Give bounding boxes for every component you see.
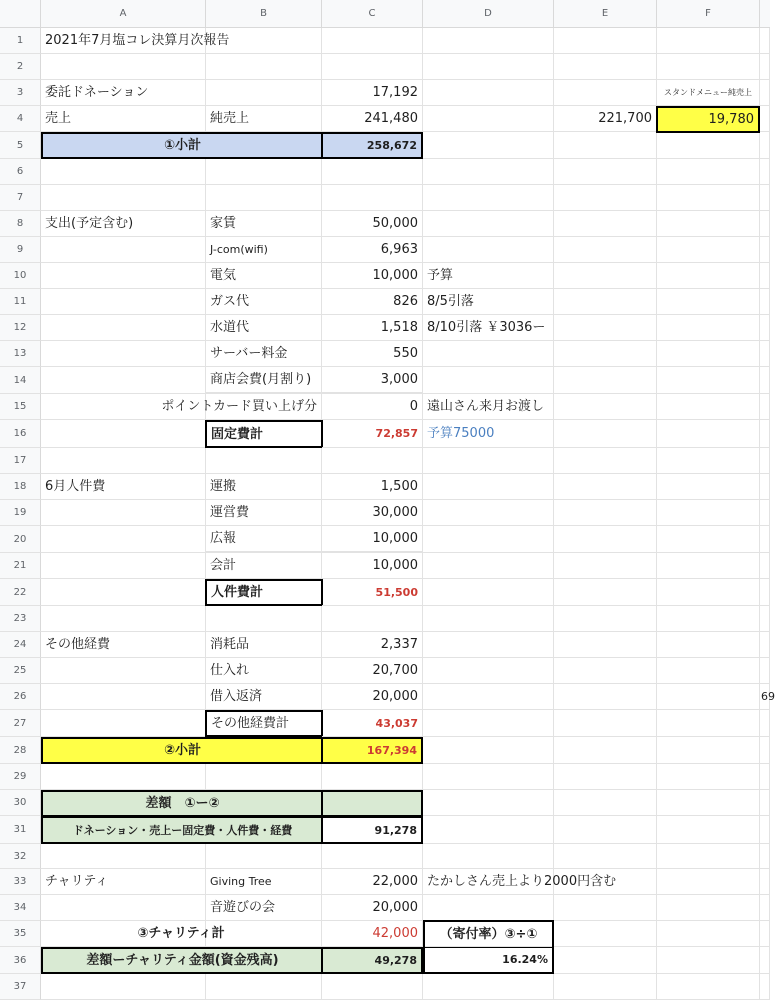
cell-c26[interactable]: 20,000 bbox=[322, 684, 423, 710]
empty-cell[interactable] bbox=[657, 185, 760, 211]
cell-b20[interactable]: 広報 bbox=[206, 526, 322, 552]
empty-cell[interactable] bbox=[760, 394, 770, 420]
row-header[interactable]: 11 bbox=[0, 289, 41, 315]
empty-cell[interactable] bbox=[423, 132, 554, 159]
empty-cell[interactable] bbox=[657, 526, 760, 553]
column-header-c[interactable]: C bbox=[322, 0, 423, 28]
row-header[interactable]: 27 bbox=[0, 710, 41, 737]
row-header[interactable]: 13 bbox=[0, 341, 41, 367]
empty-cell[interactable] bbox=[657, 28, 760, 54]
empty-cell[interactable] bbox=[41, 500, 206, 526]
empty-cell[interactable] bbox=[554, 289, 657, 315]
empty-cell[interactable] bbox=[423, 974, 554, 1000]
empty-cell[interactable] bbox=[657, 947, 760, 974]
empty-cell[interactable] bbox=[657, 737, 760, 764]
empty-cell[interactable] bbox=[423, 606, 554, 632]
empty-cell[interactable] bbox=[423, 237, 554, 263]
empty-cell[interactable] bbox=[760, 947, 770, 974]
cell-a3[interactable]: 委託ドネーション bbox=[41, 80, 206, 106]
empty-cell[interactable] bbox=[322, 28, 423, 54]
empty-cell[interactable] bbox=[206, 54, 322, 80]
empty-cell[interactable] bbox=[760, 844, 770, 869]
empty-cell[interactable] bbox=[657, 684, 760, 710]
cell-b16-fixed-cost-total[interactable]: 固定費計 bbox=[205, 420, 323, 448]
cell-a1-report-title[interactable]: 2021年7月塩コレ決算月次報告 bbox=[41, 28, 206, 54]
empty-cell[interactable] bbox=[423, 526, 554, 553]
cell-b18[interactable]: 運搬 bbox=[206, 474, 322, 500]
row-header[interactable]: 33 bbox=[0, 869, 41, 895]
empty-cell[interactable] bbox=[760, 341, 770, 367]
empty-cell[interactable] bbox=[760, 526, 770, 553]
empty-cell[interactable] bbox=[41, 684, 206, 710]
empty-cell[interactable] bbox=[423, 710, 554, 737]
cell-c5[interactable]: 258,672 bbox=[321, 132, 423, 159]
empty-cell[interactable] bbox=[760, 974, 770, 1000]
cell-d11[interactable]: 8/5引落 bbox=[423, 289, 554, 315]
empty-cell[interactable] bbox=[760, 106, 770, 132]
row-header[interactable]: 36 bbox=[0, 947, 41, 974]
cell-d36-donation-rate[interactable]: 16.24% bbox=[423, 947, 554, 974]
empty-cell[interactable] bbox=[41, 553, 206, 579]
column-header-e[interactable]: E bbox=[554, 0, 657, 28]
cell-d10[interactable]: 予算 bbox=[423, 263, 554, 289]
cell-a4[interactable]: 売上 bbox=[41, 106, 206, 132]
cell-d12[interactable]: 8/10引落 ￥3036ー bbox=[423, 315, 554, 341]
empty-cell[interactable] bbox=[657, 816, 760, 844]
cell-b11[interactable]: ガス代 bbox=[206, 289, 322, 315]
empty-cell[interactable] bbox=[206, 448, 322, 474]
empty-cell[interactable] bbox=[322, 185, 423, 211]
row-header[interactable]: 18 bbox=[0, 474, 41, 500]
empty-cell[interactable] bbox=[41, 895, 206, 921]
empty-cell[interactable] bbox=[423, 474, 554, 500]
cell-b25[interactable]: 仕入れ bbox=[206, 658, 322, 684]
empty-cell[interactable] bbox=[554, 606, 657, 632]
row-header[interactable]: 24 bbox=[0, 632, 41, 658]
row-header[interactable]: 15 bbox=[0, 394, 41, 420]
row-header[interactable]: 20 bbox=[0, 526, 41, 553]
row-header[interactable]: 35 bbox=[0, 921, 41, 947]
empty-cell[interactable] bbox=[423, 367, 554, 394]
empty-cell[interactable] bbox=[554, 500, 657, 526]
empty-cell[interactable] bbox=[657, 606, 760, 632]
empty-cell[interactable] bbox=[657, 658, 760, 684]
empty-cell[interactable] bbox=[554, 132, 657, 159]
empty-cell[interactable] bbox=[760, 764, 770, 790]
empty-cell[interactable] bbox=[760, 606, 770, 632]
empty-cell[interactable] bbox=[554, 895, 657, 921]
empty-cell[interactable] bbox=[423, 579, 554, 606]
row-header[interactable]: 31 bbox=[0, 816, 41, 844]
row-header[interactable]: 19 bbox=[0, 500, 41, 526]
empty-cell[interactable] bbox=[41, 367, 206, 394]
cell-b22-labor-total[interactable]: 人件費計 bbox=[205, 579, 323, 606]
empty-cell[interactable] bbox=[423, 764, 554, 790]
empty-cell[interactable] bbox=[760, 816, 770, 844]
empty-cell[interactable] bbox=[41, 579, 206, 606]
empty-cell[interactable] bbox=[760, 211, 770, 237]
empty-cell[interactable] bbox=[554, 526, 657, 553]
empty-cell[interactable] bbox=[657, 790, 760, 816]
row-header[interactable]: 22 bbox=[0, 579, 41, 606]
empty-cell[interactable] bbox=[41, 159, 206, 185]
empty-cell[interactable] bbox=[760, 579, 770, 606]
empty-cell[interactable] bbox=[760, 132, 770, 159]
row-header[interactable]: 12 bbox=[0, 315, 41, 341]
cell-c11[interactable]: 826 bbox=[322, 289, 423, 315]
empty-cell[interactable] bbox=[206, 185, 322, 211]
empty-cell[interactable] bbox=[554, 28, 657, 54]
cell-c13[interactable]: 550 bbox=[322, 341, 423, 367]
row-header[interactable]: 37 bbox=[0, 974, 41, 1000]
row-header[interactable]: 1 bbox=[0, 28, 41, 54]
empty-cell[interactable] bbox=[41, 658, 206, 684]
empty-cell[interactable] bbox=[423, 54, 554, 80]
cell-a18[interactable]: 6月人件費 bbox=[41, 474, 206, 500]
empty-cell[interactable] bbox=[657, 394, 760, 420]
empty-cell[interactable] bbox=[41, 185, 206, 211]
empty-cell[interactable] bbox=[554, 790, 657, 816]
cell-b24[interactable]: 消耗品 bbox=[206, 632, 322, 658]
empty-cell[interactable] bbox=[41, 54, 206, 80]
empty-cell[interactable] bbox=[657, 263, 760, 289]
empty-cell[interactable] bbox=[760, 921, 770, 947]
empty-cell[interactable] bbox=[554, 710, 657, 737]
cell-c10[interactable]: 10,000 bbox=[322, 263, 423, 289]
empty-cell[interactable] bbox=[206, 80, 322, 106]
empty-cell[interactable] bbox=[760, 185, 770, 211]
empty-cell[interactable] bbox=[657, 869, 760, 895]
cell-b34[interactable]: 音遊びの会 bbox=[206, 895, 322, 921]
empty-cell[interactable] bbox=[322, 974, 423, 1000]
row-header[interactable]: 3 bbox=[0, 80, 41, 106]
cell-c14[interactable]: 3,000 bbox=[322, 367, 423, 393]
empty-cell[interactable] bbox=[554, 185, 657, 211]
cell-e4[interactable]: 221,700 bbox=[554, 106, 657, 132]
empty-cell[interactable] bbox=[322, 448, 423, 474]
cell-d16[interactable]: 予算75000 bbox=[423, 420, 554, 448]
row-header[interactable]: 2 bbox=[0, 54, 41, 80]
column-header-d[interactable]: D bbox=[423, 0, 554, 28]
empty-cell[interactable] bbox=[423, 80, 554, 106]
cell-b33[interactable]: Giving Tree bbox=[206, 869, 322, 895]
empty-cell[interactable] bbox=[423, 159, 554, 185]
empty-cell[interactable] bbox=[554, 579, 657, 606]
cell-d33[interactable]: たかしさん売上より2000円含む bbox=[423, 869, 554, 895]
empty-cell[interactable] bbox=[554, 80, 657, 106]
empty-cell[interactable] bbox=[423, 500, 554, 526]
empty-cell[interactable] bbox=[657, 500, 760, 526]
empty-cell[interactable] bbox=[657, 289, 760, 315]
empty-cell[interactable] bbox=[657, 237, 760, 263]
empty-cell[interactable] bbox=[41, 289, 206, 315]
cell-c25[interactable]: 20,700 bbox=[322, 658, 423, 684]
cell-a35-charity-total[interactable]: ③チャリティ計 bbox=[41, 921, 322, 947]
cell-c3[interactable]: 17,192 bbox=[322, 80, 423, 106]
cell-a30-difference[interactable]: 差額 ①ー② bbox=[41, 790, 322, 817]
empty-cell[interactable] bbox=[554, 367, 657, 394]
empty-cell[interactable] bbox=[554, 474, 657, 500]
empty-cell[interactable] bbox=[554, 684, 657, 710]
empty-cell[interactable] bbox=[657, 420, 760, 448]
empty-cell[interactable] bbox=[554, 54, 657, 80]
empty-cell[interactable] bbox=[41, 526, 206, 553]
empty-cell[interactable] bbox=[657, 844, 760, 869]
cell-b4[interactable]: 純売上 bbox=[206, 106, 322, 132]
empty-cell[interactable] bbox=[423, 816, 554, 844]
empty-cell[interactable] bbox=[554, 632, 657, 658]
empty-cell[interactable] bbox=[657, 579, 760, 606]
empty-cell[interactable] bbox=[657, 474, 760, 500]
empty-cell[interactable] bbox=[423, 106, 554, 132]
empty-cell[interactable] bbox=[554, 816, 657, 844]
cell-c33[interactable]: 22,000 bbox=[322, 869, 423, 895]
empty-cell[interactable] bbox=[554, 263, 657, 289]
cell-d15[interactable]: 遠山さん来月お渡し bbox=[423, 394, 554, 420]
empty-cell[interactable] bbox=[554, 764, 657, 790]
row-header[interactable]: 32 bbox=[0, 844, 41, 869]
cell-c15[interactable]: 0 bbox=[322, 394, 423, 420]
empty-cell[interactable] bbox=[760, 869, 770, 895]
cell-c16[interactable]: 72,857 bbox=[322, 420, 423, 448]
empty-cell[interactable] bbox=[322, 159, 423, 185]
row-header[interactable]: 14 bbox=[0, 367, 41, 394]
empty-cell[interactable] bbox=[657, 632, 760, 658]
empty-cell[interactable] bbox=[657, 553, 760, 579]
empty-cell[interactable] bbox=[41, 263, 206, 289]
empty-cell[interactable] bbox=[657, 211, 760, 237]
empty-cell[interactable] bbox=[322, 54, 423, 80]
empty-cell[interactable] bbox=[423, 684, 554, 710]
empty-cell[interactable] bbox=[554, 315, 657, 341]
cell-c18[interactable]: 1,500 bbox=[322, 474, 423, 500]
empty-cell[interactable] bbox=[41, 420, 206, 448]
row-header[interactable]: 10 bbox=[0, 263, 41, 289]
empty-cell[interactable] bbox=[423, 553, 554, 579]
empty-cell[interactable] bbox=[760, 474, 770, 500]
empty-cell[interactable] bbox=[657, 159, 760, 185]
cell-a31[interactable]: ドネーション・売上ー固定費・人件費・経費 bbox=[41, 816, 322, 844]
empty-cell[interactable] bbox=[423, 448, 554, 474]
cell-a24[interactable]: その他経費 bbox=[41, 632, 206, 658]
empty-cell[interactable] bbox=[760, 500, 770, 526]
cell-b8[interactable]: 家賃 bbox=[206, 211, 322, 237]
empty-cell[interactable] bbox=[206, 159, 322, 185]
empty-cell[interactable] bbox=[554, 553, 657, 579]
row-header[interactable]: 5 bbox=[0, 132, 41, 159]
cell-c24[interactable]: 2,337 bbox=[322, 632, 423, 658]
cell-a8[interactable]: 支出(予定含む) bbox=[41, 211, 206, 237]
cell-c34[interactable]: 20,000 bbox=[322, 895, 423, 921]
cell-c12[interactable]: 1,518 bbox=[322, 315, 423, 341]
cell-c36[interactable]: 49,278 bbox=[321, 947, 423, 974]
cell-a28-subtotal-2[interactable]: ②小計 bbox=[41, 737, 322, 764]
cell-c4[interactable]: 241,480 bbox=[322, 106, 423, 132]
empty-cell[interactable] bbox=[760, 315, 770, 341]
empty-cell[interactable] bbox=[423, 632, 554, 658]
empty-cell[interactable] bbox=[554, 159, 657, 185]
empty-cell[interactable] bbox=[423, 185, 554, 211]
empty-cell[interactable] bbox=[760, 632, 770, 658]
row-header[interactable]: 9 bbox=[0, 237, 41, 263]
empty-cell[interactable] bbox=[760, 54, 770, 80]
empty-cell[interactable] bbox=[322, 764, 423, 790]
row-header[interactable]: 16 bbox=[0, 420, 41, 448]
empty-cell[interactable] bbox=[423, 28, 554, 54]
empty-cell[interactable] bbox=[423, 790, 554, 816]
empty-cell[interactable] bbox=[41, 448, 206, 474]
empty-cell[interactable] bbox=[554, 237, 657, 263]
empty-cell[interactable] bbox=[554, 844, 657, 869]
cell-b14[interactable]: 商店会費(月割り) bbox=[206, 367, 322, 393]
select-all-corner[interactable] bbox=[0, 0, 41, 28]
row-header[interactable]: 23 bbox=[0, 606, 41, 632]
empty-cell[interactable] bbox=[760, 553, 770, 579]
empty-cell[interactable] bbox=[760, 420, 770, 448]
empty-cell[interactable] bbox=[760, 658, 770, 684]
empty-cell[interactable] bbox=[657, 921, 760, 947]
empty-cell[interactable] bbox=[206, 844, 322, 869]
empty-cell[interactable] bbox=[41, 315, 206, 341]
empty-cell[interactable] bbox=[760, 28, 770, 54]
empty-cell[interactable] bbox=[760, 737, 770, 764]
empty-cell[interactable] bbox=[554, 420, 657, 448]
empty-cell[interactable] bbox=[41, 341, 206, 367]
empty-cell[interactable] bbox=[760, 80, 770, 106]
empty-cell[interactable] bbox=[760, 237, 770, 263]
empty-cell[interactable] bbox=[657, 764, 760, 790]
empty-cell[interactable] bbox=[41, 764, 206, 790]
cell-b27-other-expense-total[interactable]: その他経費計 bbox=[205, 710, 323, 737]
empty-cell[interactable] bbox=[206, 606, 322, 632]
empty-cell[interactable] bbox=[760, 895, 770, 921]
cell-g26[interactable]: 69 bbox=[760, 684, 770, 710]
empty-cell[interactable] bbox=[41, 844, 206, 869]
column-header-g[interactable] bbox=[760, 0, 770, 28]
empty-cell[interactable] bbox=[554, 947, 657, 974]
empty-cell[interactable] bbox=[41, 974, 206, 1000]
row-header[interactable]: 34 bbox=[0, 895, 41, 921]
cell-c30[interactable] bbox=[321, 790, 423, 817]
empty-cell[interactable] bbox=[423, 658, 554, 684]
cell-a5-subtotal-1[interactable]: ①小計 bbox=[41, 132, 322, 159]
cell-c20[interactable]: 10,000 bbox=[322, 526, 423, 552]
row-header[interactable]: 29 bbox=[0, 764, 41, 790]
empty-cell[interactable] bbox=[657, 974, 760, 1000]
empty-cell[interactable] bbox=[760, 448, 770, 474]
empty-cell[interactable] bbox=[554, 921, 657, 947]
empty-cell[interactable] bbox=[657, 315, 760, 341]
cell-b12[interactable]: 水道代 bbox=[206, 315, 322, 341]
empty-cell[interactable] bbox=[41, 237, 206, 263]
empty-cell[interactable] bbox=[554, 737, 657, 764]
cell-c22[interactable]: 51,500 bbox=[322, 579, 423, 606]
cell-b19[interactable]: 運営費 bbox=[206, 500, 322, 526]
cell-c8[interactable]: 50,000 bbox=[322, 211, 423, 237]
column-header-a[interactable]: A bbox=[41, 0, 206, 28]
row-header[interactable]: 30 bbox=[0, 790, 41, 816]
empty-cell[interactable] bbox=[554, 974, 657, 1000]
cell-a36-balance[interactable]: 差額ーチャリティ金額(資金残高) bbox=[41, 947, 322, 974]
row-header[interactable]: 8 bbox=[0, 211, 41, 237]
empty-cell[interactable] bbox=[322, 606, 423, 632]
cell-b13[interactable]: サーバー料金 bbox=[206, 341, 322, 367]
cell-b10[interactable]: 電気 bbox=[206, 263, 322, 289]
empty-cell[interactable] bbox=[554, 394, 657, 420]
cell-f3[interactable]: スタンドメニュー純売上 bbox=[657, 80, 760, 106]
empty-cell[interactable] bbox=[423, 737, 554, 764]
empty-cell[interactable] bbox=[657, 710, 760, 737]
column-header-f[interactable]: F bbox=[657, 0, 760, 28]
empty-cell[interactable] bbox=[657, 132, 760, 159]
empty-cell[interactable] bbox=[41, 606, 206, 632]
row-header[interactable]: 28 bbox=[0, 737, 41, 764]
empty-cell[interactable] bbox=[657, 341, 760, 367]
cell-c31[interactable]: 91,278 bbox=[321, 816, 423, 844]
cell-c19[interactable]: 30,000 bbox=[322, 500, 423, 526]
empty-cell[interactable] bbox=[206, 764, 322, 790]
row-header[interactable]: 7 bbox=[0, 185, 41, 211]
cell-b9[interactable]: J-com(wifi) bbox=[206, 237, 322, 263]
empty-cell[interactable] bbox=[322, 844, 423, 869]
empty-cell[interactable] bbox=[554, 448, 657, 474]
column-header-b[interactable]: B bbox=[206, 0, 322, 28]
cell-b21[interactable]: 会計 bbox=[206, 553, 322, 579]
empty-cell[interactable] bbox=[423, 844, 554, 869]
cell-c9[interactable]: 6,963 bbox=[322, 237, 423, 263]
empty-cell[interactable] bbox=[554, 658, 657, 684]
empty-cell[interactable] bbox=[423, 895, 554, 921]
cell-b26[interactable]: 借入返済 bbox=[206, 684, 322, 710]
empty-cell[interactable] bbox=[760, 710, 770, 737]
cell-c28[interactable]: 167,394 bbox=[321, 737, 423, 764]
empty-cell[interactable] bbox=[657, 448, 760, 474]
empty-cell[interactable] bbox=[206, 974, 322, 1000]
cell-a33[interactable]: チャリティ bbox=[41, 869, 206, 895]
row-header[interactable]: 25 bbox=[0, 658, 41, 684]
empty-cell[interactable] bbox=[760, 159, 770, 185]
cell-a15[interactable]: ポイントカード買い上げ分 bbox=[41, 394, 322, 420]
cell-d35-donation-rate-label[interactable]: （寄付率）③÷① bbox=[423, 920, 554, 948]
empty-cell[interactable] bbox=[760, 367, 770, 394]
row-header[interactable]: 26 bbox=[0, 684, 41, 710]
empty-cell[interactable] bbox=[41, 710, 206, 737]
empty-cell[interactable] bbox=[657, 895, 760, 921]
cell-c35[interactable]: 42,000 bbox=[322, 921, 423, 947]
empty-cell[interactable] bbox=[760, 289, 770, 315]
row-header[interactable]: 21 bbox=[0, 553, 41, 579]
empty-cell[interactable] bbox=[760, 790, 770, 816]
row-header[interactable]: 17 bbox=[0, 448, 41, 474]
cell-f4-highlight[interactable]: 19,780 bbox=[656, 106, 760, 133]
row-header[interactable]: 6 bbox=[0, 159, 41, 185]
cell-c27[interactable]: 43,037 bbox=[322, 710, 423, 737]
empty-cell[interactable] bbox=[423, 211, 554, 237]
cell-c21[interactable]: 10,000 bbox=[322, 553, 423, 579]
empty-cell[interactable] bbox=[423, 341, 554, 367]
row-header[interactable]: 4 bbox=[0, 106, 41, 132]
empty-cell[interactable] bbox=[657, 367, 760, 394]
empty-cell[interactable] bbox=[554, 341, 657, 367]
empty-cell[interactable] bbox=[657, 54, 760, 80]
empty-cell[interactable] bbox=[760, 263, 770, 289]
empty-cell[interactable] bbox=[554, 211, 657, 237]
